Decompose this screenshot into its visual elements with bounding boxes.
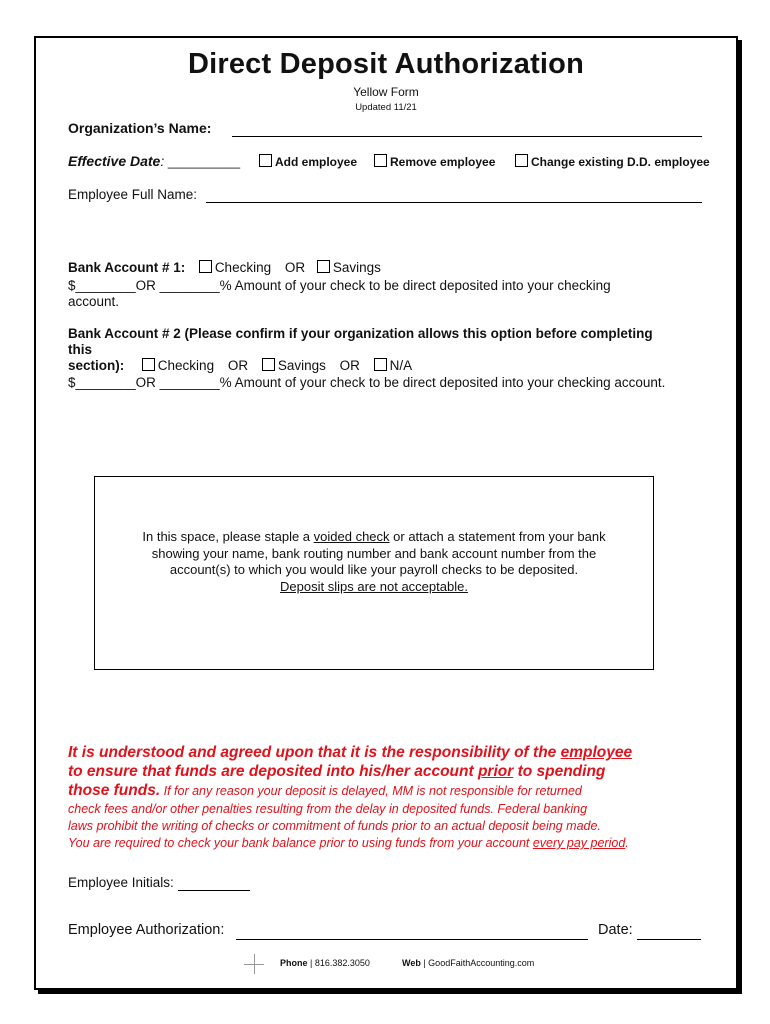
form-title: Direct Deposit Authorization (187, 48, 585, 80)
bank1-checking-checkbox[interactable] (199, 260, 212, 273)
change-employee-checkbox[interactable] (515, 154, 528, 167)
bank-account-1-label: Bank Account # 1: (68, 260, 186, 275)
bank1-amount-line-cont: account. (68, 294, 120, 309)
bank1-savings-checkbox[interactable] (317, 260, 330, 273)
bank-account-2-label-cont: this (68, 342, 93, 357)
deposit-slips-note: Deposit slips are not acceptable. (280, 578, 468, 594)
employee-authorization-label: Employee Authorization: (68, 922, 225, 938)
form-subtitle: Yellow Form (353, 85, 419, 99)
bank1-amount-line[interactable]: $________OR ________% Amount of your check to be direct deposited into your checking (68, 278, 611, 293)
org-name-label: Organization’s Name: (68, 120, 212, 136)
bank2-savings-checkbox[interactable] (262, 358, 275, 371)
footer-phone: Phone | 816.382.3050 (280, 958, 370, 968)
bank2-amount-line[interactable]: $________OR ________% Amount of your check to be direct deposited into your checking account. (68, 375, 666, 390)
effective-date-label: Effective Date (68, 153, 161, 169)
voided-check-attachment-area (94, 476, 654, 670)
change-employee-option[interactable]: Change existing D.D. employee (515, 154, 710, 169)
bank-account-1-row: Bank Account # 1: Checking OR Savings (68, 260, 381, 275)
crosshair-mark (244, 954, 264, 974)
disclaimer-line-3: those funds. If for any reason your deposit is delayed, MM is not responsible for returned (68, 782, 582, 799)
disclaimer-line-2: to ensure that funds are deposited into his/her account prior to spending (68, 763, 606, 780)
remove-employee-checkbox[interactable] (374, 154, 387, 167)
add-employee-option[interactable]: Add employee (259, 154, 357, 169)
org-name-field[interactable] (232, 122, 702, 137)
disclaimer-line-6: You are required to check your bank balance prior to using funds from your account every pay period. (68, 836, 629, 850)
updated-date: Updated 11/21 (355, 102, 417, 113)
employee-signature-field[interactable] (236, 924, 588, 940)
disclaimer-line-5: laws prohibit the writing of checks or commitment of funds prior to an actual deposit being made. (68, 819, 601, 833)
footer-web: Web | GoodFaithAccounting.com (402, 958, 535, 968)
date-label: Date: (598, 922, 633, 938)
employee-initials-label: Employee Initials: (68, 875, 174, 890)
form-page (34, 36, 738, 990)
attachment-instructions: In this space, please staple a voided check or attach a statement from your bank showing your name, bank routing number and bank account number from the account(s) to which you would like your payroll checks to be deposited. Deposit slips are not acceptable. (95, 529, 653, 595)
employee-initials-field[interactable] (178, 876, 250, 891)
effective-date-row: Effective Date: __________ (68, 153, 241, 169)
date-field[interactable] (637, 924, 701, 940)
remove-employee-option[interactable]: Remove employee (374, 154, 495, 169)
effective-date-field[interactable]: __________ (164, 154, 241, 169)
employee-name-label: Employee Full Name: (68, 187, 198, 202)
voided-check-text: voided check (313, 529, 390, 544)
bank2-na-checkbox[interactable] (374, 358, 387, 371)
bank-account-2-row: section): Checking OR Savings OR N/A (68, 358, 413, 373)
employee-name-field[interactable] (206, 188, 702, 203)
add-employee-checkbox[interactable] (259, 154, 272, 167)
disclaimer-line-1: It is understood and agreed upon that it is the responsibility of the employee (68, 744, 633, 761)
bank-account-2-label: Bank Account # 2 (Please confirm if your organization allows this option before completing (68, 326, 653, 341)
disclaimer-line-4: check fees and/or other penalties resulting from the delay in deposited funds. Federal banking (68, 802, 588, 816)
bank2-checking-checkbox[interactable] (142, 358, 155, 371)
